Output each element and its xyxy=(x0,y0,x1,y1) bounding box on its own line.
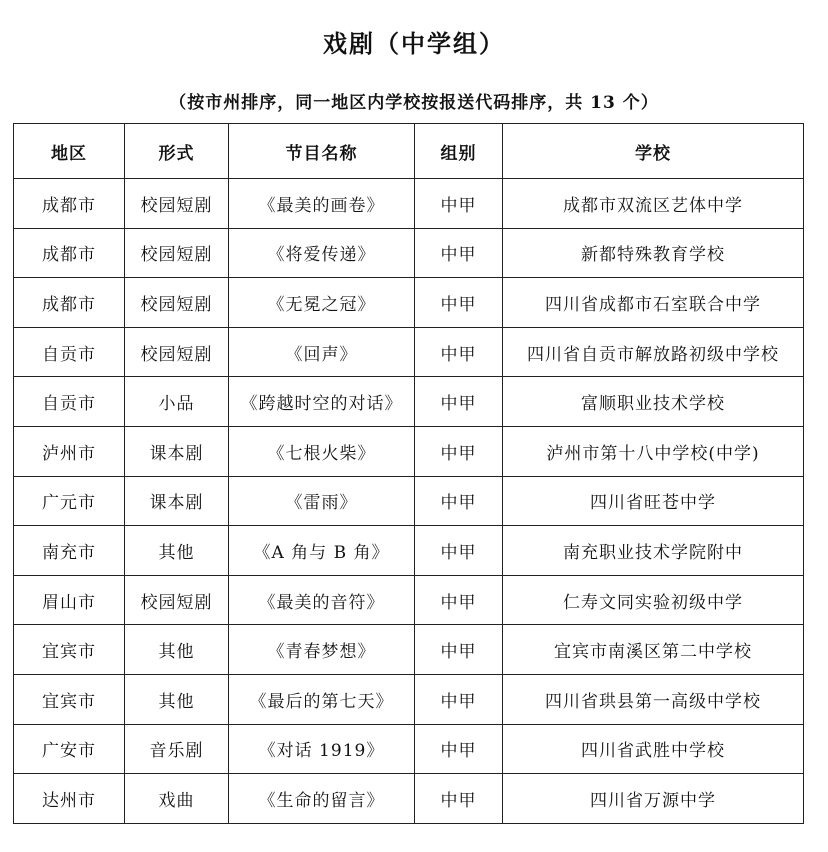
cell-school: 南充职业技术学院附中 xyxy=(503,526,804,576)
cell-group: 中甲 xyxy=(415,426,503,476)
table-row xyxy=(14,278,804,328)
table-row xyxy=(14,426,804,476)
cell-form: 课本剧 xyxy=(125,476,229,526)
table-row xyxy=(14,526,804,576)
cell-program-name: 《雷雨》 xyxy=(229,476,415,526)
cell-program-name: 《最美的画卷》 xyxy=(229,179,415,229)
cell-school: 新都特殊教育学校 xyxy=(503,228,804,278)
cell-region: 达州市 xyxy=(14,774,125,824)
cell-form: 校园短剧 xyxy=(125,278,229,328)
table-row xyxy=(14,327,804,377)
table-row xyxy=(14,377,804,427)
cell-group: 中甲 xyxy=(415,724,503,774)
cell-school: 宜宾市南溪区第二中学校 xyxy=(503,625,804,675)
header-region: 地区 xyxy=(14,124,125,179)
table-row xyxy=(14,179,804,229)
cell-school: 成都市双流区艺体中学 xyxy=(503,179,804,229)
table-header-row xyxy=(14,124,804,179)
cell-group: 中甲 xyxy=(415,278,503,328)
cell-school: 四川省万源中学 xyxy=(503,774,804,824)
cell-program-name: 《A 角与 B 角》 xyxy=(229,526,415,576)
cell-program-name: 《将爱传递》 xyxy=(229,228,415,278)
cell-school: 四川省武胜中学校 xyxy=(503,724,804,774)
cell-region: 成都市 xyxy=(14,278,125,328)
cell-region: 自贡市 xyxy=(14,327,125,377)
cell-form: 校园短剧 xyxy=(125,575,229,625)
cell-school: 四川省旺苍中学 xyxy=(503,476,804,526)
page-title: 戏剧（中学组） xyxy=(323,29,505,58)
table-row xyxy=(14,575,804,625)
cell-form: 其他 xyxy=(125,526,229,576)
cell-form: 校园短剧 xyxy=(125,179,229,229)
cell-program-name: 《生命的留言》 xyxy=(229,774,415,824)
cell-region: 宜宾市 xyxy=(14,674,125,724)
header-program-name: 节目名称 xyxy=(229,124,415,179)
program-table xyxy=(13,123,804,824)
table-row xyxy=(14,476,804,526)
cell-program-name: 《最美的音符》 xyxy=(229,575,415,625)
cell-program-name: 《对话 1919》 xyxy=(229,724,415,774)
cell-form: 其他 xyxy=(125,674,229,724)
cell-group: 中甲 xyxy=(415,674,503,724)
header-form: 形式 xyxy=(125,124,229,179)
header-school: 学校 xyxy=(503,124,804,179)
cell-region: 成都市 xyxy=(14,228,125,278)
cell-form: 小品 xyxy=(125,377,229,427)
page-subtitle: （按市州排序，同一地区内学校按报送代码排序，共 13 个） xyxy=(169,93,659,113)
cell-form: 课本剧 xyxy=(125,426,229,476)
cell-region: 南充市 xyxy=(14,526,125,576)
cell-group: 中甲 xyxy=(415,377,503,427)
cell-group: 中甲 xyxy=(415,774,503,824)
cell-form: 音乐剧 xyxy=(125,724,229,774)
cell-region: 成都市 xyxy=(14,179,125,229)
table-row xyxy=(14,674,804,724)
cell-school: 仁寿文同实验初级中学 xyxy=(503,575,804,625)
cell-form: 校园短剧 xyxy=(125,327,229,377)
cell-school: 四川省成都市石室联合中学 xyxy=(503,278,804,328)
cell-group: 中甲 xyxy=(415,327,503,377)
header-group: 组别 xyxy=(415,124,503,179)
cell-region: 眉山市 xyxy=(14,575,125,625)
cell-form: 戏曲 xyxy=(125,774,229,824)
cell-school: 泸州市第十八中学校(中学) xyxy=(503,426,804,476)
cell-form: 其他 xyxy=(125,625,229,675)
cell-form: 校园短剧 xyxy=(125,228,229,278)
cell-group: 中甲 xyxy=(415,526,503,576)
cell-program-name: 《最后的第七天》 xyxy=(229,674,415,724)
table-row xyxy=(14,774,804,824)
cell-region: 自贡市 xyxy=(14,377,125,427)
cell-group: 中甲 xyxy=(415,179,503,229)
table-row xyxy=(14,625,804,675)
cell-program-name: 《无冕之冠》 xyxy=(229,278,415,328)
table-row xyxy=(14,228,804,278)
cell-group: 中甲 xyxy=(415,228,503,278)
cell-program-name: 《跨越时空的对话》 xyxy=(229,377,415,427)
cell-school: 四川省珙县第一高级中学校 xyxy=(503,674,804,724)
cell-region: 宜宾市 xyxy=(14,625,125,675)
cell-group: 中甲 xyxy=(415,625,503,675)
cell-program-name: 《回声》 xyxy=(229,327,415,377)
cell-school: 四川省自贡市解放路初级中学校 xyxy=(503,327,804,377)
cell-program-name: 《青春梦想》 xyxy=(229,625,415,675)
cell-region: 泸州市 xyxy=(14,426,125,476)
cell-school: 富顺职业技术学校 xyxy=(503,377,804,427)
table-row xyxy=(14,724,804,774)
cell-region: 广安市 xyxy=(14,724,125,774)
cell-group: 中甲 xyxy=(415,476,503,526)
cell-region: 广元市 xyxy=(14,476,125,526)
cell-program-name: 《七根火柴》 xyxy=(229,426,415,476)
cell-group: 中甲 xyxy=(415,575,503,625)
